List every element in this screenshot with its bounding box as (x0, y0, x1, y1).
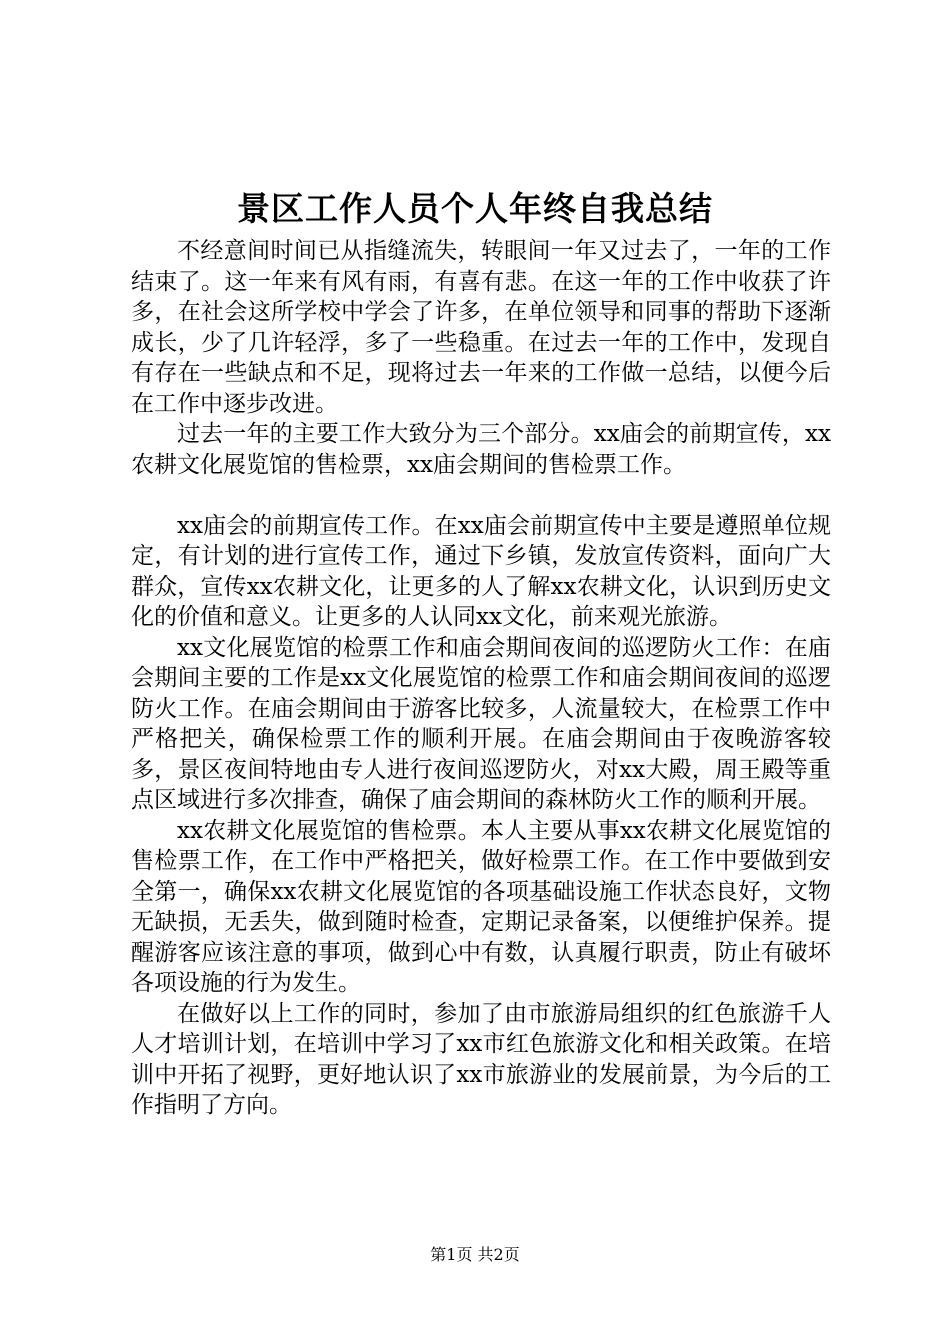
paragraph-intro: 不经意间时间已从指缝流失，转眼间一年又过去了，一年的工作结束了。这一年来有风有雨，有喜有悲。在这一年的工作中收获了许多，在社会这所学校中学会了许多，在单位领导和同事的帮助下逐渐成长，少了几许轻浮，多了一些稳重。在过去一年的工作中，发现自有存在一些缺点和不足，现将过去一年来的工作做一总结，以便今后在工作中逐步改进。 (131, 238, 831, 417)
paragraph-overview: 过去一年的主要工作大致分为三个部分。xx庙会的前期宣传，xx农耕文化展览馆的售检票，xx庙会期间的售检票工作。 (131, 421, 831, 478)
document-title: 景区工作人员个人年终自我总结 (237, 189, 713, 228)
paragraph-ticket-patrol: xx文化展览馆的检票工作和庙会期间夜间的巡逻防火工作：在庙会期间主要的工作是xx文化展览馆的检票工作和庙会期间夜间的巡逻防火工作。在庙会期间由于游客比较多，人流量较大，在检票工作中严格把关，确保检票工作的顺利开展。在庙会期间由于夜晚游客较多，景区夜间特地由专人进行夜间巡逻防火，对xx大殿，周王殿等重点区域进行多次排查，确保了庙会期间的森林防火工作的顺利开展。 (131, 634, 831, 813)
paragraph-ticket-sales: xx农耕文化展览馆的售检票。本人主要从事xx农耕文化展览馆的售检票工作，在工作中严格把关，做好检票工作。在工作中要做到安全第一，确保xx农耕文化展览馆的各项基础设施工作状态良好，文物无缺损，无丢失，做到随时检查，定期记录备案，以便维护保养。提醒游客应该注意的事项，做到心中有数，认真履行职责，防止有破坏各项设施的行为发生。 (131, 817, 831, 996)
paragraph-training: 在做好以上工作的同时，参加了由市旅游局组织的红色旅游千人人才培训计划，在培训中学习了xx市红色旅游文化和相关政策。在培训中开拓了视野，更好地认识了xx市旅游业的发展前景，为今后的工作指明了方向。 (131, 1000, 831, 1118)
page-footer: 第1页 共2页 (430, 1245, 520, 1264)
paragraph-spacer (131, 480, 831, 511)
document-body (131, 236, 831, 1121)
paragraph-promotion: xx庙会的前期宣传工作。在xx庙会前期宣传中主要是遵照单位规定，有计划的进行宣传工作，通过下乡镇，发放宣传资料，面向广大群众，宣传xx农耕文化，让更多的人了解xx农耕文化，认识到历史文化的价值和意义。让更多的人认同xx文化，前来观光旅游。 (131, 512, 831, 630)
